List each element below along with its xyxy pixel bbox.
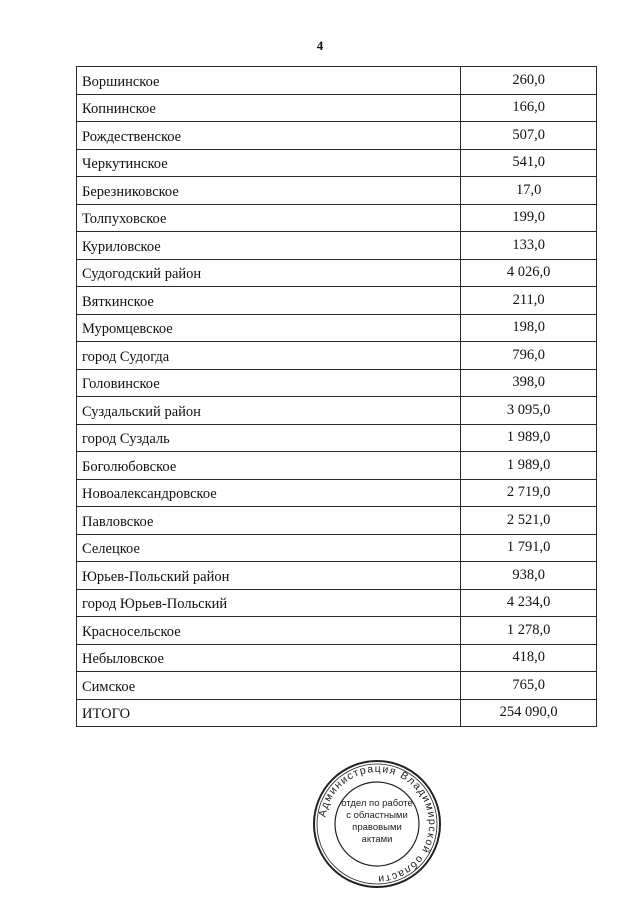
table-row <box>77 204 597 232</box>
row-value-cell: 507,0 <box>461 122 597 150</box>
row-value-cell: 765,0 <box>461 672 597 700</box>
stamp-center-line: правовыми <box>352 822 402 833</box>
row-value-cell: 3 095,0 <box>461 397 597 425</box>
page-number: 4 <box>316 38 324 53</box>
row-value-cell: 418,0 <box>461 644 597 672</box>
row-value-cell: 938,0 <box>461 562 597 590</box>
row-value-cell: 211,0 <box>461 287 597 315</box>
row-name-cell: Воршинское <box>77 67 461 95</box>
row-name-cell: Симское <box>77 672 461 700</box>
table-row <box>77 259 597 287</box>
row-name-cell: Березниковское <box>77 177 461 205</box>
row-name-cell: Новоалександровское <box>77 479 461 507</box>
row-name-cell: Суздальский район <box>77 397 461 425</box>
row-value-cell: 2 719,0 <box>461 479 597 507</box>
stamp-center-line: отдел по работе <box>341 798 413 809</box>
stamp-ring-text-path: Администрация Владимирской области <box>316 762 439 886</box>
row-value-cell: 1 989,0 <box>461 452 597 480</box>
row-value-cell: 2 521,0 <box>461 507 597 535</box>
row-value-cell: 166,0 <box>461 94 597 122</box>
table-row <box>77 67 597 95</box>
table-body <box>77 67 597 727</box>
row-name-cell: Судогодский район <box>77 259 461 287</box>
row-value-cell: 1 278,0 <box>461 617 597 645</box>
table-row <box>77 232 597 260</box>
table-row <box>77 672 597 700</box>
table-row <box>77 424 597 452</box>
stamp-center-line: актами <box>361 834 393 845</box>
row-name-cell: Селецкое <box>77 534 461 562</box>
row-value-cell: 254 090,0 <box>461 699 597 727</box>
row-name-cell: Небыловское <box>77 644 461 672</box>
table-row <box>77 644 597 672</box>
table-row <box>77 149 597 177</box>
row-value-cell: 260,0 <box>461 67 597 95</box>
row-value-cell: 1 989,0 <box>461 424 597 452</box>
table-row <box>77 397 597 425</box>
table-row <box>77 177 597 205</box>
row-name-cell: город Судогда <box>77 342 461 370</box>
row-name-cell: Куриловское <box>77 232 461 260</box>
table-row <box>77 699 597 727</box>
row-name-cell: Рождественское <box>77 122 461 150</box>
table-row <box>77 617 597 645</box>
row-name-cell: ИТОГО <box>77 699 461 727</box>
row-value-cell: 198,0 <box>461 314 597 342</box>
table-row <box>77 507 597 535</box>
row-name-cell: Черкутинское <box>77 149 461 177</box>
table-row <box>77 534 597 562</box>
table-row <box>77 452 597 480</box>
table-row <box>77 287 597 315</box>
row-value-cell: 133,0 <box>461 232 597 260</box>
table-row <box>77 562 597 590</box>
row-name-cell: Красносельское <box>77 617 461 645</box>
row-name-cell: Боголюбовское <box>77 452 461 480</box>
row-name-cell: город Суздаль <box>77 424 461 452</box>
table-row <box>77 122 597 150</box>
row-name-cell: Толпуховское <box>77 204 461 232</box>
table-row <box>77 94 597 122</box>
allocation-table <box>76 66 597 727</box>
row-value-cell: 4 026,0 <box>461 259 597 287</box>
row-name-cell: город Юрьев-Польский <box>77 589 461 617</box>
table-row <box>77 342 597 370</box>
row-name-cell: Вяткинское <box>77 287 461 315</box>
row-value-cell: 199,0 <box>461 204 597 232</box>
row-value-cell: 541,0 <box>461 149 597 177</box>
row-name-cell: Копнинское <box>77 94 461 122</box>
table-row <box>77 479 597 507</box>
table-row <box>77 369 597 397</box>
row-name-cell: Головинское <box>77 369 461 397</box>
office-stamp <box>311 758 443 890</box>
row-name-cell: Муромцевское <box>77 314 461 342</box>
table-row <box>77 589 597 617</box>
stamp-center-line: с областными <box>346 810 408 821</box>
table-row <box>77 314 597 342</box>
row-name-cell: Юрьев-Польский район <box>77 562 461 590</box>
row-name-cell: Павловское <box>77 507 461 535</box>
row-value-cell: 4 234,0 <box>461 589 597 617</box>
row-value-cell: 398,0 <box>461 369 597 397</box>
stamp-center-text <box>311 798 443 846</box>
row-value-cell: 17,0 <box>461 177 597 205</box>
row-value-cell: 796,0 <box>461 342 597 370</box>
row-value-cell: 1 791,0 <box>461 534 597 562</box>
